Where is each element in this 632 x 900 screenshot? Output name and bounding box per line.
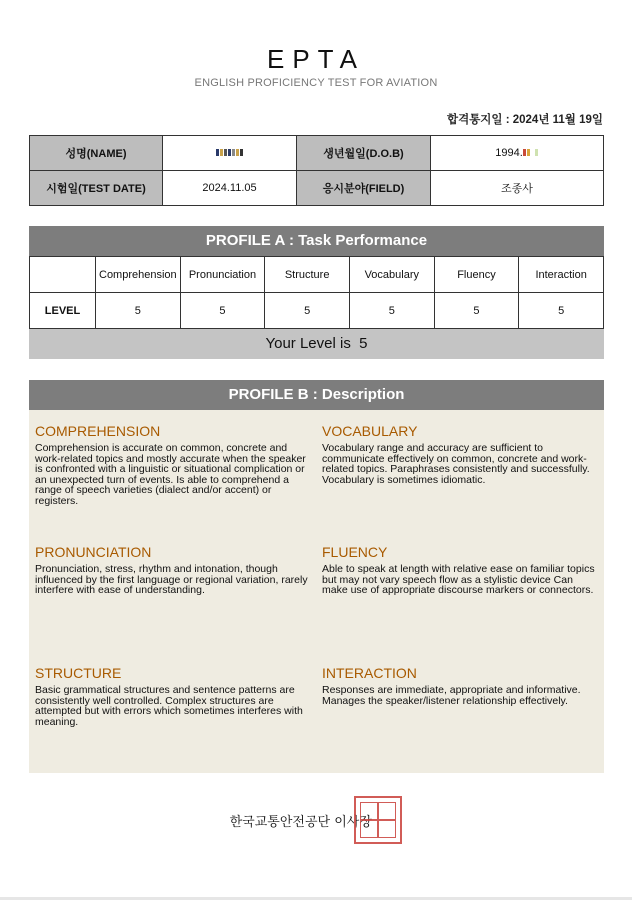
dob-label: 생년월일(D.O.B) <box>297 136 431 171</box>
overall-level-value: 5 <box>359 335 368 352</box>
column-header-structure: Structure <box>265 257 350 293</box>
name-value-redacted <box>163 136 297 171</box>
name-label: 성명(NAME) <box>30 136 163 171</box>
level-row-label: LEVEL <box>30 293 96 329</box>
column-header-pronunciation: Pronunciation <box>180 257 265 293</box>
comprehension-block <box>35 423 313 506</box>
redacted-mark <box>523 147 539 159</box>
test-date-label: 시험일(TEST DATE) <box>30 171 163 206</box>
profile-a-header: PROFILE A : Task Performance <box>29 226 604 256</box>
test-date-value: 2024.11.05 <box>163 171 297 206</box>
field-value: 조종사 <box>431 171 604 206</box>
column-header-vocabulary: Vocabulary <box>349 257 434 293</box>
description-panel <box>29 410 604 773</box>
structure-heading: STRUCTURE <box>35 665 122 681</box>
candidate-info-table <box>29 135 604 206</box>
issuing-organization: 한국교통안전공단 이사장 <box>229 814 372 830</box>
fluency-block <box>322 544 600 596</box>
level-vocabulary: 5 <box>349 293 434 329</box>
document-subtitle: ENGLISH PROFICIENCY TEST FOR AVIATION <box>194 77 438 89</box>
comprehension-heading: COMPREHENSION <box>35 423 161 439</box>
comprehension-text: Comprehension is accurate on common, concrete and work-related topics and mostly accurate when the speaker is confronted with a linguistic or situational complication or an unexpected turn of events. Is able to comprehend a range of speech varieties (dialect and/or accent) or registers. <box>35 442 306 507</box>
structure-text: Basic grammatical structures and sentence patterns are consistently well controlled. Complex structures are attempted but with errors which sometimes interferes with meaning. <box>35 684 303 728</box>
fluency-heading: FLUENCY <box>322 544 388 560</box>
level-pronunciation: 5 <box>180 293 265 329</box>
column-header-fluency: Fluency <box>434 257 519 293</box>
pass-notice-date: 합격통지일 : 2024년 11월 19일 <box>446 114 603 126</box>
vocabulary-heading: VOCABULARY <box>322 423 418 439</box>
vocabulary-text: Vocabulary range and accuracy are sufficient to communicate effectively on common, concrete and work-related topics. Paraphrases consistently and successfully. Vocabulary is sometimes idiomatic. <box>322 442 590 486</box>
task-performance-table <box>29 256 604 329</box>
vocabulary-block <box>322 423 600 485</box>
pronunciation-text: Pronunciation, stress, rhythm and intonation, though influenced by the first language or regional variation, rarely interfere with ease of understanding. <box>35 563 308 596</box>
redacted-mark <box>216 147 244 159</box>
pronunciation-heading: PRONUNCIATION <box>35 544 152 560</box>
corner-cell <box>30 257 96 293</box>
interaction-block <box>322 665 600 706</box>
structure-block <box>35 665 313 727</box>
column-header-interaction: Interaction <box>519 257 604 293</box>
document-title: EPTA <box>267 44 365 74</box>
overall-level-label: Your Level is <box>265 335 351 352</box>
level-structure: 5 <box>265 293 350 329</box>
fluency-text: Able to speak at length with relative ease on familiar topics but may not vary speech flow as a stylistic device Can make use of appropriate discourse markers or connectors. <box>322 563 595 596</box>
dob-value: 1994. <box>495 146 523 159</box>
interaction-heading: INTERACTION <box>322 665 417 681</box>
level-comprehension: 5 <box>96 293 181 329</box>
pronunciation-block <box>35 544 313 596</box>
dob-cell <box>431 136 604 171</box>
profile-b-header: PROFILE B : Description <box>29 380 604 410</box>
field-label: 응시분야(FIELD) <box>297 171 431 206</box>
interaction-text: Responses are immediate, appropriate and informative. Manages the speaker/listener relationship effectively. <box>322 684 581 707</box>
column-header-comprehension: Comprehension <box>96 257 181 293</box>
overall-level-bar <box>29 329 604 359</box>
issuer-signature <box>0 796 632 844</box>
red-official-seal-icon <box>354 796 402 844</box>
level-interaction: 5 <box>519 293 604 329</box>
level-fluency: 5 <box>434 293 519 329</box>
